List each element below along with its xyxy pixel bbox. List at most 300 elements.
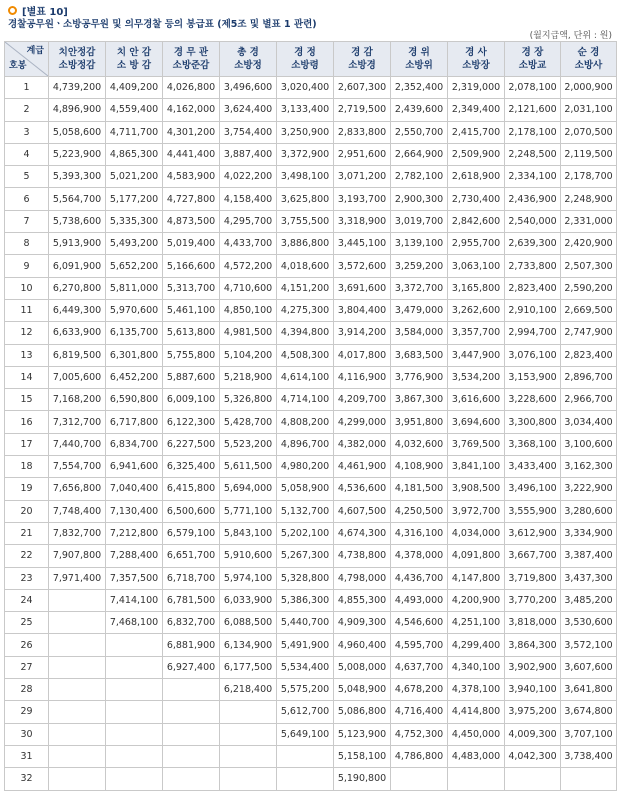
salary-cell: 3,193,700 — [334, 188, 391, 210]
salary-cell: 2,823,400 — [505, 277, 561, 299]
salary-cell: 5,328,800 — [277, 567, 334, 589]
salary-cell: 3,250,900 — [277, 121, 334, 143]
salary-cell: 6,135,700 — [106, 322, 163, 344]
salary-cell: 3,940,100 — [505, 679, 561, 701]
salary-cell: 5,177,200 — [106, 188, 163, 210]
salary-cell — [220, 701, 277, 723]
salary-cell: 3,738,400 — [561, 745, 617, 767]
table-body — [5, 77, 617, 791]
salary-cell: 3,951,800 — [391, 411, 448, 433]
salary-cell: 6,832,700 — [163, 612, 220, 634]
salary-cell: 4,378,000 — [391, 545, 448, 567]
salary-cell: 4,275,300 — [277, 299, 334, 321]
salary-cell: 3,534,200 — [448, 366, 505, 388]
salary-cell: 3,318,900 — [334, 210, 391, 232]
column-header — [106, 42, 163, 77]
table-row — [5, 299, 617, 321]
salary-cell: 5,491,900 — [277, 634, 334, 656]
salary-cell: 4,483,000 — [448, 745, 505, 767]
salary-cell: 7,440,700 — [49, 433, 106, 455]
salary-cell: 4,299,000 — [334, 411, 391, 433]
police-rank-label: 경 사 — [465, 47, 487, 58]
salary-cell: 4,674,300 — [334, 522, 391, 544]
table-row — [5, 745, 617, 767]
salary-cell: 4,017,800 — [334, 344, 391, 366]
salary-cell — [49, 701, 106, 723]
salary-cell: 3,864,300 — [505, 634, 561, 656]
table-row — [5, 656, 617, 678]
salary-cell: 5,190,800 — [334, 768, 391, 790]
salary-cell: 3,222,900 — [561, 478, 617, 500]
salary-cell: 7,312,700 — [49, 411, 106, 433]
salary-cell — [561, 768, 617, 790]
police-rank-label: 경 정 — [294, 47, 316, 58]
salary-cell: 3,259,200 — [391, 255, 448, 277]
table-row — [5, 389, 617, 411]
salary-cell: 3,572,600 — [334, 255, 391, 277]
salary-cell: 3,624,400 — [220, 99, 277, 121]
salary-cell: 4,960,400 — [334, 634, 391, 656]
table-row — [5, 701, 617, 723]
salary-cell: 5,611,500 — [220, 456, 277, 478]
salary-cell: 7,005,600 — [49, 366, 106, 388]
salary-cell: 3,584,000 — [391, 322, 448, 344]
salary-cell: 3,387,400 — [561, 545, 617, 567]
table-row — [5, 768, 617, 790]
salary-cell — [505, 768, 561, 790]
table-row — [5, 478, 617, 500]
step-label: 호봉 — [9, 61, 27, 71]
salary-cell: 2,031,100 — [561, 99, 617, 121]
table-row — [5, 143, 617, 165]
salary-cell: 6,325,400 — [163, 456, 220, 478]
step-cell: 25 — [5, 612, 49, 634]
salary-cell: 4,026,800 — [163, 77, 220, 99]
salary-cell: 3,372,700 — [391, 277, 448, 299]
salary-cell: 5,166,600 — [163, 255, 220, 277]
step-cell: 12 — [5, 322, 49, 344]
salary-cell: 4,909,300 — [334, 612, 391, 634]
salary-cell: 4,091,800 — [448, 545, 505, 567]
police-rank-label: 순 경 — [577, 47, 600, 58]
salary-cell: 3,485,200 — [561, 589, 617, 611]
orange-circle-icon — [8, 6, 17, 15]
salary-cell: 7,130,400 — [106, 500, 163, 522]
salary-cell: 3,755,500 — [277, 210, 334, 232]
salary-cell: 6,590,800 — [106, 389, 163, 411]
table-row — [5, 679, 617, 701]
salary-cell: 4,508,300 — [277, 344, 334, 366]
salary-cell: 3,914,200 — [334, 322, 391, 344]
salary-cell: 7,468,100 — [106, 612, 163, 634]
salary-cell: 4,009,300 — [505, 723, 561, 745]
salary-cell: 2,618,900 — [448, 166, 505, 188]
salary-cell: 2,507,300 — [561, 255, 617, 277]
table-row — [5, 233, 617, 255]
step-cell: 11 — [5, 299, 49, 321]
salary-cell: 6,033,900 — [220, 589, 277, 611]
step-cell: 18 — [5, 456, 49, 478]
column-header — [277, 42, 334, 77]
salary-cell: 5,887,600 — [163, 366, 220, 388]
salary-cell: 5,326,800 — [220, 389, 277, 411]
salary-cell: 6,452,200 — [106, 366, 163, 388]
salary-cell: 3,607,600 — [561, 656, 617, 678]
salary-cell: 5,970,600 — [106, 299, 163, 321]
salary-cell: 4,151,200 — [277, 277, 334, 299]
table-row — [5, 433, 617, 455]
salary-cell: 2,331,000 — [561, 210, 617, 232]
salary-cell: 4,980,200 — [277, 456, 334, 478]
salary-cell: 4,378,100 — [448, 679, 505, 701]
salary-cell: 5,613,800 — [163, 322, 220, 344]
corner-header-cell — [5, 42, 49, 77]
salary-cell: 3,754,400 — [220, 121, 277, 143]
salary-cell: 2,842,600 — [448, 210, 505, 232]
salary-cell: 3,334,900 — [561, 522, 617, 544]
fire-rank-label: 소방정 — [234, 60, 262, 71]
salary-cell: 3,625,800 — [277, 188, 334, 210]
salary-cell: 5,058,900 — [277, 478, 334, 500]
salary-cell: 4,409,200 — [106, 77, 163, 99]
salary-cell: 4,441,400 — [163, 143, 220, 165]
salary-cell: 5,461,100 — [163, 299, 220, 321]
salary-cell: 4,752,300 — [391, 723, 448, 745]
salary-cell: 5,440,700 — [277, 612, 334, 634]
salary-cell: 4,158,400 — [220, 188, 277, 210]
table-row — [5, 589, 617, 611]
salary-cell: 2,719,500 — [334, 99, 391, 121]
column-header — [391, 42, 448, 77]
salary-cell: 5,104,200 — [220, 344, 277, 366]
salary-cell: 2,966,700 — [561, 389, 617, 411]
salary-cell: 2,439,600 — [391, 99, 448, 121]
salary-cell: 2,730,400 — [448, 188, 505, 210]
salary-cell: 3,555,900 — [505, 500, 561, 522]
salary-cell: 3,867,300 — [391, 389, 448, 411]
salary-cell: 3,902,900 — [505, 656, 561, 678]
salary-cell: 4,798,000 — [334, 567, 391, 589]
salary-cell: 3,076,100 — [505, 344, 561, 366]
salary-cell: 5,694,000 — [220, 478, 277, 500]
salary-cell: 2,900,300 — [391, 188, 448, 210]
salary-cell: 4,394,800 — [277, 322, 334, 344]
step-cell: 2 — [5, 99, 49, 121]
salary-cell: 5,913,900 — [49, 233, 106, 255]
table-row — [5, 188, 617, 210]
salary-cell: 5,393,300 — [49, 166, 106, 188]
salary-cell: 7,040,400 — [106, 478, 163, 500]
salary-cell: 6,834,700 — [106, 433, 163, 455]
salary-cell: 5,649,100 — [277, 723, 334, 745]
salary-cell: 7,832,700 — [49, 522, 106, 544]
police-rank-label: 경 감 — [351, 47, 373, 58]
salary-cell: 4,583,900 — [163, 166, 220, 188]
salary-cell: 4,436,700 — [391, 567, 448, 589]
salary-cell — [106, 679, 163, 701]
salary-cell: 4,850,100 — [220, 299, 277, 321]
salary-cell: 7,907,800 — [49, 545, 106, 567]
salary-cell: 5,048,900 — [334, 679, 391, 701]
salary-cell — [277, 745, 334, 767]
salary-cell: 4,896,900 — [49, 99, 106, 121]
salary-cell: 2,248,900 — [561, 188, 617, 210]
salary-cell: 5,771,100 — [220, 500, 277, 522]
salary-cell: 5,910,600 — [220, 545, 277, 567]
salary-cell: 5,493,200 — [106, 233, 163, 255]
salary-cell: 2,436,900 — [505, 188, 561, 210]
salary-cell: 7,288,400 — [106, 545, 163, 567]
salary-cell: 3,479,000 — [391, 299, 448, 321]
salary-cell: 6,633,900 — [49, 322, 106, 344]
column-header — [505, 42, 561, 77]
salary-cell: 6,718,700 — [163, 567, 220, 589]
salary-cell: 2,833,800 — [334, 121, 391, 143]
salary-table — [4, 41, 617, 791]
salary-cell: 3,707,100 — [561, 723, 617, 745]
salary-cell — [106, 634, 163, 656]
table-row — [5, 545, 617, 567]
unit-note: (월지급액, 단위 : 원) — [529, 31, 612, 41]
table-row — [5, 277, 617, 299]
step-cell: 3 — [5, 121, 49, 143]
salary-cell: 3,975,200 — [505, 701, 561, 723]
salary-cell: 6,088,500 — [220, 612, 277, 634]
salary-cell: 4,250,500 — [391, 500, 448, 522]
salary-cell: 6,009,100 — [163, 389, 220, 411]
salary-cell: 3,447,900 — [448, 344, 505, 366]
table-row — [5, 411, 617, 433]
salary-cell: 3,433,400 — [505, 456, 561, 478]
salary-cell: 2,669,500 — [561, 299, 617, 321]
step-cell: 7 — [5, 210, 49, 232]
salary-cell: 2,747,900 — [561, 322, 617, 344]
salary-cell — [163, 745, 220, 767]
column-header — [334, 42, 391, 77]
table-row — [5, 366, 617, 388]
salary-cell: 3,691,600 — [334, 277, 391, 299]
table-row — [5, 634, 617, 656]
salary-cell: 3,019,700 — [391, 210, 448, 232]
salary-cell — [163, 679, 220, 701]
step-cell: 6 — [5, 188, 49, 210]
salary-cell: 4,340,100 — [448, 656, 505, 678]
salary-cell: 3,612,900 — [505, 522, 561, 544]
salary-cell: 2,639,300 — [505, 233, 561, 255]
salary-cell: 4,727,800 — [163, 188, 220, 210]
salary-cell: 6,218,400 — [220, 679, 277, 701]
salary-cell — [106, 656, 163, 678]
step-cell: 23 — [5, 567, 49, 589]
table-row — [5, 500, 617, 522]
salary-cell: 4,981,500 — [220, 322, 277, 344]
step-cell: 24 — [5, 589, 49, 611]
step-cell: 20 — [5, 500, 49, 522]
step-cell: 10 — [5, 277, 49, 299]
step-cell: 4 — [5, 143, 49, 165]
step-cell: 30 — [5, 723, 49, 745]
fire-rank-label: 소 방 감 — [116, 60, 152, 71]
table-row — [5, 567, 617, 589]
salary-cell: 6,579,100 — [163, 522, 220, 544]
salary-cell: 4,808,200 — [277, 411, 334, 433]
salary-cell: 3,530,600 — [561, 612, 617, 634]
table-row — [5, 210, 617, 232]
police-rank-label: 경 무 관 — [173, 47, 209, 58]
salary-cell — [163, 723, 220, 745]
salary-cell: 2,000,900 — [561, 77, 617, 99]
fire-rank-label: 소방장 — [462, 60, 490, 71]
salary-cell: 5,575,200 — [277, 679, 334, 701]
salary-cell: 6,781,500 — [163, 589, 220, 611]
salary-cell: 3,886,800 — [277, 233, 334, 255]
salary-cell: 3,908,500 — [448, 478, 505, 500]
salary-cell: 2,607,300 — [334, 77, 391, 99]
salary-cell: 3,071,200 — [334, 166, 391, 188]
salary-cell: 6,819,500 — [49, 344, 106, 366]
salary-cell: 7,748,400 — [49, 500, 106, 522]
salary-cell: 2,664,900 — [391, 143, 448, 165]
column-header — [163, 42, 220, 77]
step-cell: 26 — [5, 634, 49, 656]
police-rank-label: 치 안 감 — [116, 47, 152, 58]
salary-cell: 3,100,600 — [561, 433, 617, 455]
salary-cell: 4,450,000 — [448, 723, 505, 745]
salary-cell: 5,158,100 — [334, 745, 391, 767]
salary-cell: 3,770,200 — [505, 589, 561, 611]
salary-cell: 3,228,600 — [505, 389, 561, 411]
salary-cell: 5,202,100 — [277, 522, 334, 544]
salary-cell: 5,313,700 — [163, 277, 220, 299]
salary-cell: 3,368,100 — [505, 433, 561, 455]
salary-cell: 3,818,000 — [505, 612, 561, 634]
salary-cell: 7,168,200 — [49, 389, 106, 411]
salary-cell: 3,674,800 — [561, 701, 617, 723]
salary-cell: 2,951,600 — [334, 143, 391, 165]
salary-cell: 4,572,200 — [220, 255, 277, 277]
salary-cell: 5,019,400 — [163, 233, 220, 255]
step-cell: 8 — [5, 233, 49, 255]
salary-cell: 2,352,400 — [391, 77, 448, 99]
table-row — [5, 99, 617, 121]
rank-label: 계급 — [26, 46, 44, 56]
salary-cell: 4,595,700 — [391, 634, 448, 656]
column-header — [220, 42, 277, 77]
salary-cell: 4,018,600 — [277, 255, 334, 277]
salary-cell: 6,500,600 — [163, 500, 220, 522]
salary-cell — [277, 768, 334, 790]
salary-cell: 4,433,700 — [220, 233, 277, 255]
column-header — [561, 42, 617, 77]
step-cell: 17 — [5, 433, 49, 455]
salary-cell: 5,755,800 — [163, 344, 220, 366]
fire-rank-label: 소방사 — [574, 60, 603, 71]
salary-cell: 7,971,400 — [49, 567, 106, 589]
salary-cell: 4,786,800 — [391, 745, 448, 767]
salary-cell: 2,823,400 — [561, 344, 617, 366]
salary-cell: 2,319,000 — [448, 77, 505, 99]
table-header-row — [5, 42, 617, 77]
salary-cell: 4,301,200 — [163, 121, 220, 143]
salary-cell — [163, 768, 220, 790]
salary-cell: 3,020,400 — [277, 77, 334, 99]
salary-cell: 4,200,900 — [448, 589, 505, 611]
salary-cell: 5,564,700 — [49, 188, 106, 210]
salary-cell: 3,841,100 — [448, 456, 505, 478]
salary-cell: 3,034,400 — [561, 411, 617, 433]
salary-cell: 5,086,800 — [334, 701, 391, 723]
salary-cell: 3,437,300 — [561, 567, 617, 589]
salary-cell — [448, 768, 505, 790]
salary-cell: 3,641,800 — [561, 679, 617, 701]
salary-cell: 4,162,000 — [163, 99, 220, 121]
salary-cell: 4,536,600 — [334, 478, 391, 500]
salary-cell: 6,270,800 — [49, 277, 106, 299]
salary-cell: 7,357,500 — [106, 567, 163, 589]
salary-cell: 2,349,400 — [448, 99, 505, 121]
salary-cell: 3,280,600 — [561, 500, 617, 522]
table-row — [5, 522, 617, 544]
salary-cell: 4,607,500 — [334, 500, 391, 522]
salary-cell: 3,498,100 — [277, 166, 334, 188]
salary-cell: 4,034,000 — [448, 522, 505, 544]
salary-cell: 4,738,800 — [334, 545, 391, 567]
table-row — [5, 344, 617, 366]
salary-cell: 6,449,300 — [49, 299, 106, 321]
salary-cell: 6,122,300 — [163, 411, 220, 433]
salary-cell: 4,678,200 — [391, 679, 448, 701]
salary-cell: 3,262,600 — [448, 299, 505, 321]
salary-cell: 5,008,000 — [334, 656, 391, 678]
salary-cell: 2,550,700 — [391, 121, 448, 143]
salary-cell: 3,769,500 — [448, 433, 505, 455]
table-row — [5, 255, 617, 277]
column-header — [448, 42, 505, 77]
salary-cell: 5,974,100 — [220, 567, 277, 589]
salary-cell: 4,382,000 — [334, 433, 391, 455]
salary-cell: 4,559,400 — [106, 99, 163, 121]
step-cell: 13 — [5, 344, 49, 366]
salary-cell: 5,021,200 — [106, 166, 163, 188]
document-header — [0, 0, 620, 40]
salary-cell: 6,881,900 — [163, 634, 220, 656]
salary-cell — [49, 634, 106, 656]
salary-cell: 4,714,100 — [277, 389, 334, 411]
salary-cell: 4,614,100 — [277, 366, 334, 388]
salary-cell: 3,153,900 — [505, 366, 561, 388]
salary-cell: 6,651,700 — [163, 545, 220, 567]
salary-cell: 2,782,100 — [391, 166, 448, 188]
salary-cell: 5,534,400 — [277, 656, 334, 678]
salary-cell — [49, 745, 106, 767]
step-cell: 19 — [5, 478, 49, 500]
salary-cell: 6,927,400 — [163, 656, 220, 678]
salary-cell: 2,420,900 — [561, 233, 617, 255]
salary-cell: 2,910,100 — [505, 299, 561, 321]
salary-cell: 3,776,900 — [391, 366, 448, 388]
salary-cell: 5,738,600 — [49, 210, 106, 232]
salary-cell: 4,108,900 — [391, 456, 448, 478]
salary-cell: 5,335,300 — [106, 210, 163, 232]
salary-cell: 3,445,100 — [334, 233, 391, 255]
salary-cell: 4,493,000 — [391, 589, 448, 611]
step-cell: 5 — [5, 166, 49, 188]
step-cell: 27 — [5, 656, 49, 678]
salary-cell: 5,843,100 — [220, 522, 277, 544]
salary-cell — [106, 768, 163, 790]
step-cell: 16 — [5, 411, 49, 433]
page-title: 경찰공무원ㆍ소방공무원 및 의무경찰 등의 봉급표 (제5조 및 별표 1 관련) — [8, 19, 317, 30]
